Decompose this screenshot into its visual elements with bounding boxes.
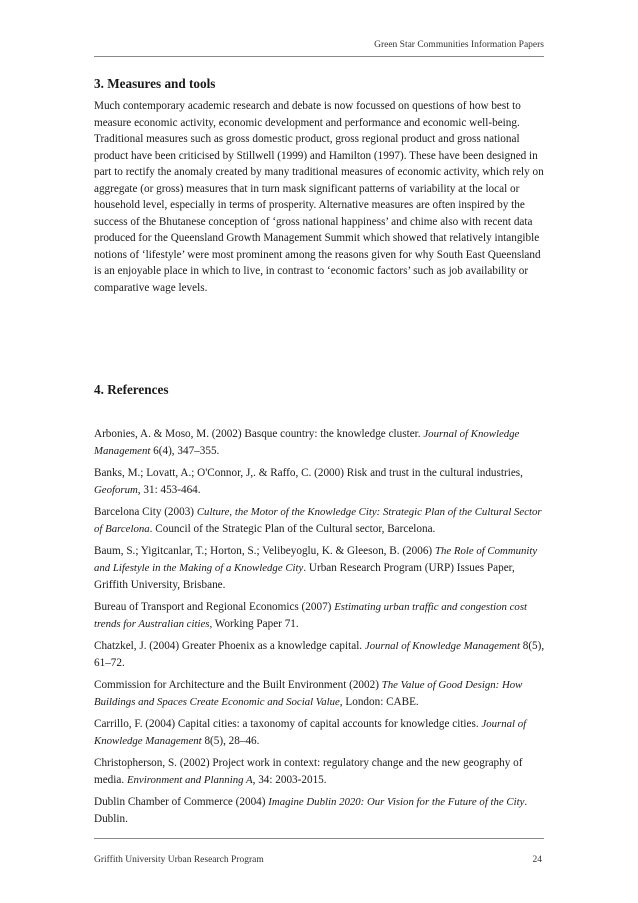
reference-title: The Value of Good Design: How Buildings and Spaces Create Economic and Social Value bbox=[94, 679, 523, 708]
reference-text: Baum, S.; Yigitcanlar, T.; Horton, S.; Velibeyoglu, K. & Gleeson, B. (2006) bbox=[94, 545, 435, 557]
reference-details: , 34: 2003-2015. bbox=[252, 774, 327, 786]
reference-item bbox=[94, 504, 546, 538]
footer-rule bbox=[94, 838, 544, 839]
reference-title: The Role of Community and Lifestyle in the Making of a Knowledge City bbox=[94, 545, 538, 574]
section-4-heading: 4. References bbox=[94, 382, 169, 397]
reference-text: Arbonies, A. & Moso, M. (2002) Basque country: the knowledge cluster. bbox=[94, 428, 424, 440]
reference-title: Imagine Dublin 2020: Our Vision for the Future of the City bbox=[268, 796, 525, 808]
reference-text: Barcelona City (2003) bbox=[94, 506, 197, 518]
reference-item bbox=[94, 794, 546, 828]
reference-item bbox=[94, 426, 546, 460]
page-number: 24 bbox=[532, 855, 542, 865]
reference-details: . Council of the Strategic Plan of the Cultural sector, Barcelona. bbox=[149, 523, 436, 535]
reference-item bbox=[94, 599, 546, 633]
reference-item bbox=[94, 755, 546, 789]
reference-text: Chatzkel, J. (2004) Greater Phoenix as a knowledge capital. bbox=[94, 640, 365, 652]
reference-details: 8(5), 28–46. bbox=[201, 735, 260, 747]
reference-text: Bureau of Transport and Regional Economics (2007) bbox=[94, 601, 335, 613]
running-header: Green Star Communities Information Papers bbox=[374, 40, 544, 50]
header-rule bbox=[94, 56, 544, 57]
reference-text: Dublin Chamber of Commerce (2004) bbox=[94, 796, 269, 808]
reference-title: Journal of Knowledge Management bbox=[94, 718, 527, 747]
reference-title: Culture, the Motor of the Knowledge City: Strategic Plan of the Cultural Sector of Barcelona bbox=[94, 506, 542, 535]
reference-details: , 31: 453-464. bbox=[137, 484, 201, 496]
reference-details: Working Paper 71. bbox=[212, 618, 299, 630]
section-3-paragraph: Much contemporary academic research and debate is now focussed on questions of how best to measure economic activity, economic development and performance and economic well-being. Traditional measures such as gross domestic product, gross regional product and gross national product have been criticised by Stillwell (1999) and Hamilton (1997). These have been designed in part to rectify the anomaly created by many traditional measures of economic activity, which rely on aggregate (or gross) measures that in turn mask significant patterns of variability at the local or household level, especially in terms of prosperity. Alternative measures are often inspired by the success of the Bhutanese conception of ‘gross national happiness’ and chime also with recent data produced for the Queensland Growth Management Summit which showed that relatively intangible notions of ‘lifestyle’ were most prominent among the reasons given for why South East Queensland is an enjoyable place in which to live, in contrast to ‘economic factors’ such as job availability or comparative wage levels. bbox=[94, 100, 544, 294]
section-3-heading: 3. Measures and tools bbox=[94, 76, 216, 91]
reference-list bbox=[94, 426, 546, 833]
reference-text: Christopherson, S. (2002) Project work in context: regulatory change and the new geography of media. bbox=[94, 757, 523, 786]
reference-title: Estimating urban traffic and congestion cost trends for Australian cities, bbox=[94, 601, 528, 630]
footer-organization: Griffith University Urban Research Program bbox=[94, 855, 264, 865]
reference-text: Banks, M.; Lovatt, A.; O'Connor, J,. & Raffo, C. (2000) Risk and trust in the cultural industries, bbox=[94, 467, 523, 479]
reference-title: Geoforum bbox=[94, 484, 138, 496]
reference-item bbox=[94, 465, 546, 499]
reference-details: 6(4), 347–355. bbox=[150, 445, 220, 457]
reference-text: Carrillo, F. (2004) Capital cities: a taxonomy of capital accounts for knowledge cities. bbox=[94, 718, 482, 730]
reference-title: Journal of Knowledge Management bbox=[94, 428, 520, 457]
reference-text: Commission for Architecture and the Built Environment (2002) bbox=[94, 679, 382, 691]
reference-details: , London: CABE. bbox=[339, 696, 419, 708]
reference-item bbox=[94, 716, 546, 750]
reference-title: Journal of Knowledge Management bbox=[364, 640, 520, 652]
reference-item bbox=[94, 638, 546, 672]
reference-details: . Urban Research Program (URP) Issues Paper, Griffith University, Brisbane. bbox=[94, 562, 515, 591]
reference-item bbox=[94, 677, 546, 711]
reference-details: 8(5), 61–72. bbox=[94, 640, 545, 669]
reference-title: Environment and Planning A bbox=[126, 774, 253, 786]
reference-details: . Dublin. bbox=[94, 796, 528, 825]
reference-item bbox=[94, 543, 546, 594]
